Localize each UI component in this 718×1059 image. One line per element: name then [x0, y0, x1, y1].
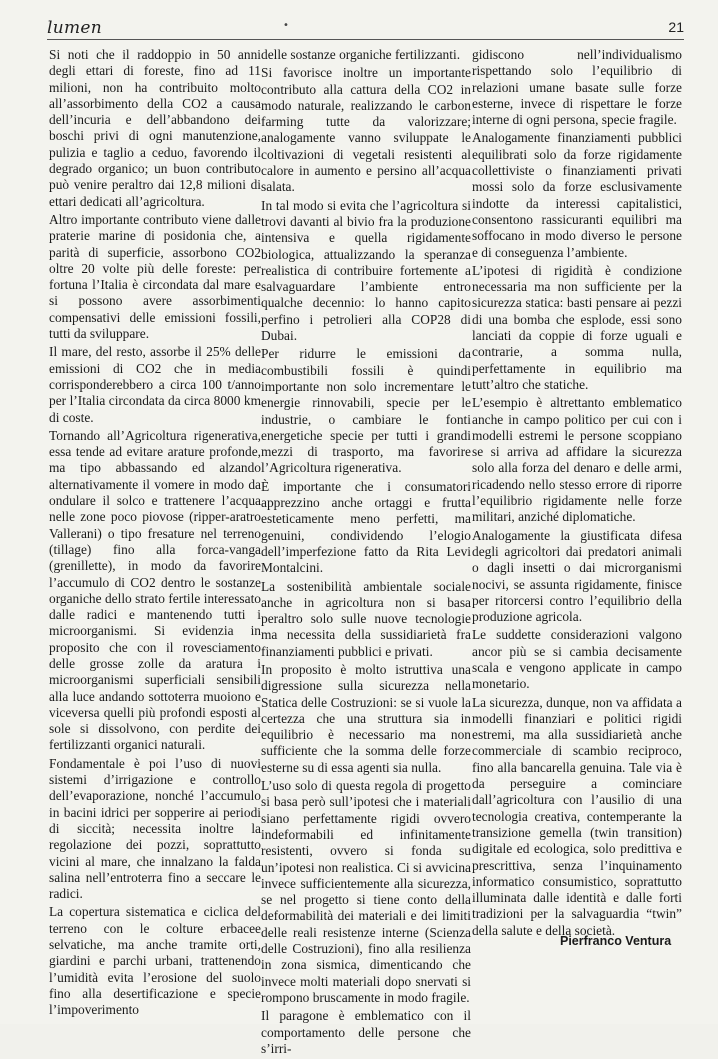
author-signature: Pierfranco Ventura [560, 934, 672, 948]
paragraph: Fondamentale è poi l’uso di nuovi sistemi d’irrigazione e controllo dell’evaporazione, nonché l’accumulo in bacini idrici per sopperire ai periodi di siccità; necessita inoltre la regolazione dei pozzi, soprattutto vicini al mare, che innalzano la falda salina nell’entroterra fino a seccare le radici. [49, 755, 261, 902]
paragraph: In proposito è molto istruttiva una digressione sulla sicurezza nella Statica delle Costruzioni: se si vuole la certezza che una struttura sia in equilibrio è necessario ma non sufficiente che la somma delle forze esterne su di essa agenti sia nulla. [261, 661, 471, 775]
paragraph: Altro importante contributo viene dalle praterie marine di posidonia che, a parità di superficie, assorbono CO2 oltre 20 volte più delle foreste: per fortuna l’Italia è circondata dal mare e si possono avere assorbimenti compensativi delle emissioni fossili, tutti da sviluppare. [49, 211, 261, 342]
page-header [47, 18, 684, 40]
column-1 [49, 47, 261, 1021]
masthead: lumen [47, 18, 103, 38]
paragraph: La sicurezza, dunque, non va affidata a modelli finanziari e politici rigidi estremi, ma alla sussidiarietà anche commerciale di scambio reciproco, fino alla bancarella genuina. Tale via è da perseguire a cominciare dall’agricoltura con l’ausilio di una tecnologia creativa, contemperante la transizione gemella (twin transition) digitale ed ecologica, solo predittiva e prescrittiva, senza l’inquinamento informatico consumistico, soprattutto illuminata dalle identità e dalle forti tradizioni per la salvaguardia “twin” della salute e della società. [472, 694, 682, 938]
paragraph: La copertura sistematica e ciclica del terreno con le colture erbacee selvatiche, ma anche tramite orti, giardini e parchi urbani, trattenendo l’umidità evita l’erosione del suolo fino alla desertificazione e specie l’impoverimento [49, 904, 261, 1018]
paragraph: L’uso solo di questa regola di progetto si basa però sull’ipotesi che i materiali siano perfettamente rigidi ovvero indeformabili ed infinitamente resistenti, ovvero si fonda su un’ipotesi non realistica. Ci si avvicina invece sufficientemente alla sicurezza, se nel progetto si tiene conto della deformabilità dei materiali e dei limiti delle reali resistenze interne (Scienza delle Costruzioni), fino alla resilienza in zona sismica, dimenticando che invece molti materiali dopo snervati si rompono bruscamente in modo fragile. [261, 778, 471, 1005]
paragraph: L’ipotesi di rigidità è condizione necessaria ma non sufficiente per la sicurezza statica: basti pensare ai pezzi di una bomba che esplode, essi sono lanciati da coppie di forze uguali e contrarie, a somma nulla, perfettamente in equilibrio ma tutt’altro che statiche. [472, 262, 682, 392]
header-mark: • [283, 20, 289, 31]
paragraph: È importante che i consumatori apprezzino anche ortaggi e frutta esteticamente meno perfetti, ma genuini, condividendo l’elogio dell’imperfezione fatto da Rita Levi Montalcini. [261, 478, 471, 576]
paragraph: Il mare, del resto, assorbe il 25% delle emissioni di CO2 che in media corrisponderebbero a circa 100 t/anno per l’Italia circondata da circa 8000 km di coste. [49, 344, 261, 425]
header-rule [47, 39, 684, 40]
paragraph: L’esempio è altrettanto emblematico anche in campo politico per cui con i modelli estremi le persone scoppiano se si arriva ad affidare la sicurezza solo alla forza del denaro e delle armi, ricadendo nello stesso errore di riporre l’equilibrio rigidamente nelle forze militari, anziché diplomatiche. [472, 395, 682, 525]
column-2 [261, 47, 471, 1059]
paragraph: Le suddette considerazioni valgono ancor più se si cambia decisamente scala e vengono applicate in campo monetario. [472, 627, 682, 692]
paragraph: La sostenibilità ambientale sociale anche in agricoltura non si basa peraltro solo sulle nuove tecnologie ma necessita della sussidiarietà fra finanziamenti pubblici e privati. [261, 578, 471, 659]
paragraph: Si favorisce inoltre un importante contributo alla cattura della CO2 in modo naturale, realizzando le carbon farming tutte da valorizzare; analogamente vanno sviluppate le coltivazioni di vegetali resistenti al calore in aumento e persino all’acqua salata. [261, 65, 471, 195]
column-3 [472, 47, 682, 941]
page-number: 21 [668, 19, 684, 35]
paragraph: Per ridurre le emissioni da combustibili fossili è quindi importante non solo incrementare le energie rinnovabili, specie per le industrie, o cambiare le fonti energetiche specie per tutti i grandi mezzi di trasporto, ma favorire l’Agricoltura rigenerativa. [261, 346, 471, 476]
paragraph: In tal modo si evita che l’agricoltura si trovi davanti al bivio fra la produzione intensiva e quella rigidamente biologica, attualizzando la speranza realistica di contribuire fortemente a salvaguardare l’ambiente entro qualche decennio: lo hanno capito perfino i petrolieri alla COP28 di Dubai. [261, 197, 471, 344]
paragraph: Analogamente la giustificata difesa degli agricoltori dai predatori animali o dagli insetti o dai microrganismi nocivi, se assunta rigidamente, finisce per ritorcersi contro l’equilibrio della produzione agricola. [472, 527, 682, 625]
paragraph: Analogamente finanziamenti pubblici equilibrati solo da forze rigidamente collettiviste o finanziamenti privati mossi solo da forze esclusivamente indotte da interessi capitalistici, consentono rassicuranti equilibri ma soffocano in modo diverso le persone e di conseguenza l’ambiente. [472, 130, 682, 260]
paragraph: Il paragone è emblematico con il comportamento delle persone che s’irri- [261, 1008, 471, 1056]
paragraph: Si noti che il raddoppio in 50 anni degli ettari di foreste, fino ad 11 milioni, non ha contribuito molto all’assorbimento della CO2 a causa dell’incuria e dell’abbandono dei boschi privi di ogni manutenzione, pulizia e taglio a ceduo, favorendo il degrado organico; un buon contributo può venire peraltro dai 12,8 milioni di ettari dedicati all’agricoltura. [49, 47, 261, 209]
paragraph: Tornando all’Agricoltura rigenerativa, essa tende ad evitare arature profonde, ma tipo abbassando ed alzando alternativamente il vomere in modo da ondulare il solco e trattenere l’acqua nelle zone poco piovose (ripper-aratro Vallerani) o tipo fresature nel terreno (tillage) fino alla forca-vanga (grenillette), in modo da favorire l’accumulo di CO2 dentro le sostanze organiche dello strato fertile interessato dalle radici e mantenendo tutti i microorganismi. Si evidenzia in proposito che con il rovesciamento delle grosse zolle da aratura i microorganismi superficiali sensibili alla luce andando sottoterra muoiono e viceversa quelli più profondi esposti al sole si dissolvono, con perdite dei fertilizzanti organici naturali. [49, 427, 261, 753]
paragraph: delle sostanze organiche fertilizzanti. [261, 47, 461, 62]
paragraph: gidiscono nell’individualismo rispettando solo l’equilibrio di relazioni umane basate sulle forze esterne, invece di rispettare le forze interne di ogni persona, specie fragile. [472, 47, 682, 128]
